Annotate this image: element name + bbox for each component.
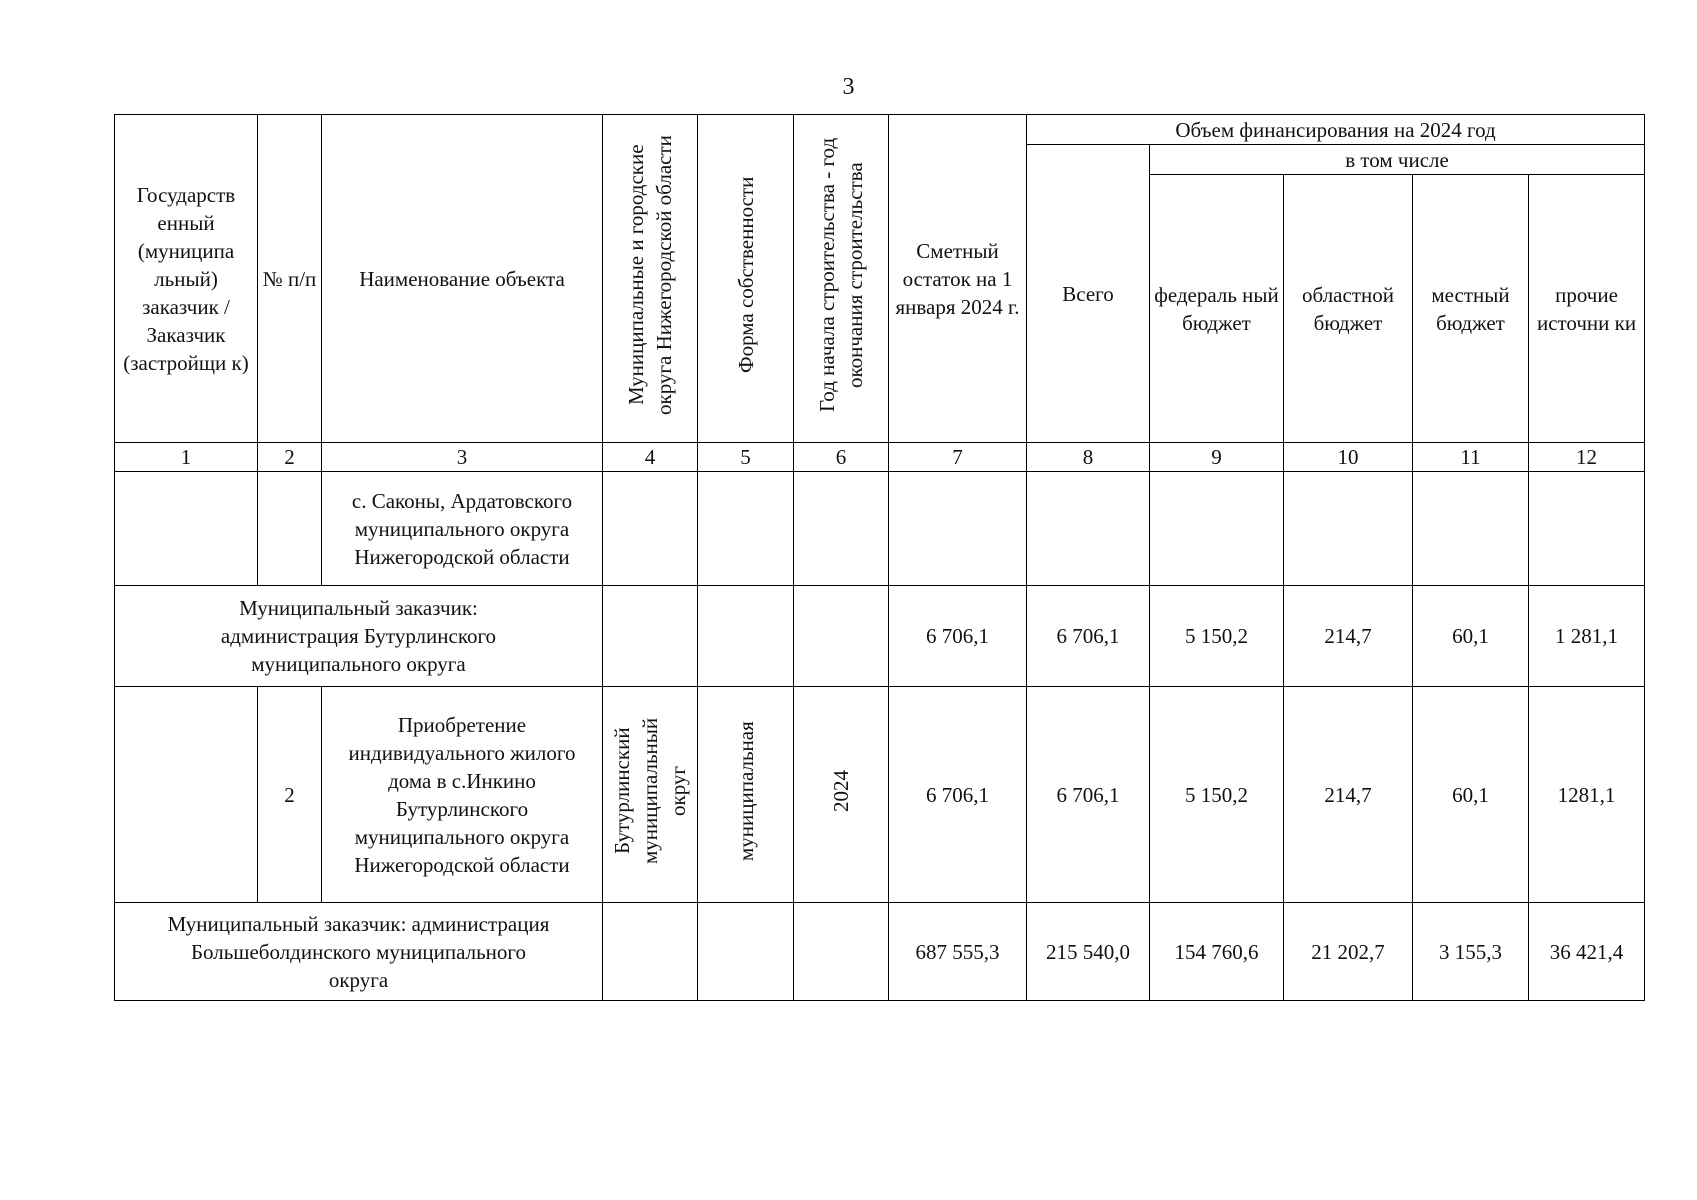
header-local: местный бюджет — [1413, 175, 1529, 443]
item-object-name: Приобретение индивидуального жилого дома в с.Инкино Бутурлинского муниципального округа Нижегородской области — [322, 687, 603, 903]
column-number: 1 — [115, 443, 258, 472]
empty-cell — [1284, 472, 1413, 586]
empty-cell — [115, 472, 258, 586]
customer-label: Муниципальный заказчик: администрация Большеболдинского муниципального округа — [115, 903, 603, 1001]
column-number: 7 — [889, 443, 1027, 472]
header-years: Год начала строительства - год окончания строительства — [815, 137, 867, 413]
page-number: 3 — [842, 74, 855, 100]
header-municipality: Муниципальные и городские округа Нижегородской области — [624, 135, 676, 415]
item-municipality: Бутурлинский муниципальный округ — [610, 717, 690, 865]
column-number: 8 — [1027, 443, 1150, 472]
header-including: в том числе — [1150, 145, 1645, 175]
header-object-name: Наименование объекта — [322, 115, 603, 443]
empty-cell — [1150, 472, 1284, 586]
header-financing: Объем финансирования на 2024 год — [1027, 115, 1645, 145]
column-number: 6 — [794, 443, 889, 472]
header-other: прочие источни ки — [1529, 175, 1645, 443]
empty-cell — [698, 903, 794, 1001]
column-number: 11 — [1413, 443, 1529, 472]
estimate-value: 687 555,3 — [889, 903, 1027, 1001]
item-years: 2024 — [829, 770, 853, 812]
column-number: 9 — [1150, 443, 1284, 472]
federal-value: 5 150,2 — [1150, 687, 1284, 903]
total-value: 215 540,0 — [1027, 903, 1150, 1001]
empty-cell — [603, 586, 698, 687]
empty-cell — [115, 687, 258, 903]
header-total: Всего — [1027, 145, 1150, 443]
total-value: 6 706,1 — [1027, 687, 1150, 903]
other-value: 36 421,4 — [1529, 903, 1645, 1001]
column-number: 10 — [1284, 443, 1413, 472]
empty-cell — [698, 586, 794, 687]
header-ownership-cell — [698, 115, 794, 443]
item-years-cell — [794, 687, 889, 903]
header-estimate: Сметный остаток на 1 января 2024 г. — [889, 115, 1027, 443]
column-number: 4 — [603, 443, 698, 472]
empty-cell — [258, 472, 322, 586]
empty-cell — [1529, 472, 1645, 586]
local-value: 3 155,3 — [1413, 903, 1529, 1001]
estimate-value: 6 706,1 — [889, 586, 1027, 687]
item-number: 2 — [258, 687, 322, 903]
table-row-customer-buturlino — [115, 586, 1645, 687]
other-value: 1 281,1 — [1529, 586, 1645, 687]
empty-cell — [698, 472, 794, 586]
item-ownership: муниципальная — [733, 721, 758, 861]
empty-cell — [603, 903, 698, 1001]
item-ownership-cell — [698, 687, 794, 903]
empty-cell — [794, 472, 889, 586]
header-ownership: Форма собственности — [733, 176, 758, 374]
item-municipality-cell — [603, 687, 698, 903]
empty-cell — [1413, 472, 1529, 586]
header-years-cell — [794, 115, 889, 443]
header-federal: федераль ный бюджет — [1150, 175, 1284, 443]
empty-cell — [1027, 472, 1150, 586]
table-row-customer-boldino — [115, 903, 1645, 1001]
header-number: № п/п — [258, 115, 322, 443]
table-row-item-2 — [115, 687, 1645, 903]
empty-cell — [794, 586, 889, 687]
estimate-value: 6 706,1 — [889, 687, 1027, 903]
table-row-continuation — [115, 472, 1645, 586]
other-value: 1281,1 — [1529, 687, 1645, 903]
local-value: 60,1 — [1413, 586, 1529, 687]
column-number: 12 — [1529, 443, 1645, 472]
empty-cell — [794, 903, 889, 1001]
regional-value: 21 202,7 — [1284, 903, 1413, 1001]
total-value: 6 706,1 — [1027, 586, 1150, 687]
regional-value: 214,7 — [1284, 687, 1413, 903]
header-row-1 — [115, 115, 1645, 145]
object-name-continuation: с. Саконы, Ардатовского муниципального округа Нижегородской области — [322, 472, 603, 586]
federal-value: 154 760,6 — [1150, 903, 1284, 1001]
empty-cell — [889, 472, 1027, 586]
header-regional: областной бюджет — [1284, 175, 1413, 443]
local-value: 60,1 — [1413, 687, 1529, 903]
empty-cell — [603, 472, 698, 586]
federal-value: 5 150,2 — [1150, 586, 1284, 687]
column-number: 5 — [698, 443, 794, 472]
column-number: 2 — [258, 443, 322, 472]
column-number: 3 — [322, 443, 603, 472]
financing-table — [114, 114, 1645, 1001]
header-customer: Государств енный (муниципа льный) заказчик / Заказчик (застройщи к) — [115, 115, 258, 443]
customer-label: Муниципальный заказчик: администрация Бутурлинского муниципального округа — [115, 586, 603, 687]
header-municipality-cell — [603, 115, 698, 443]
column-numbers-row — [115, 443, 1645, 472]
regional-value: 214,7 — [1284, 586, 1413, 687]
